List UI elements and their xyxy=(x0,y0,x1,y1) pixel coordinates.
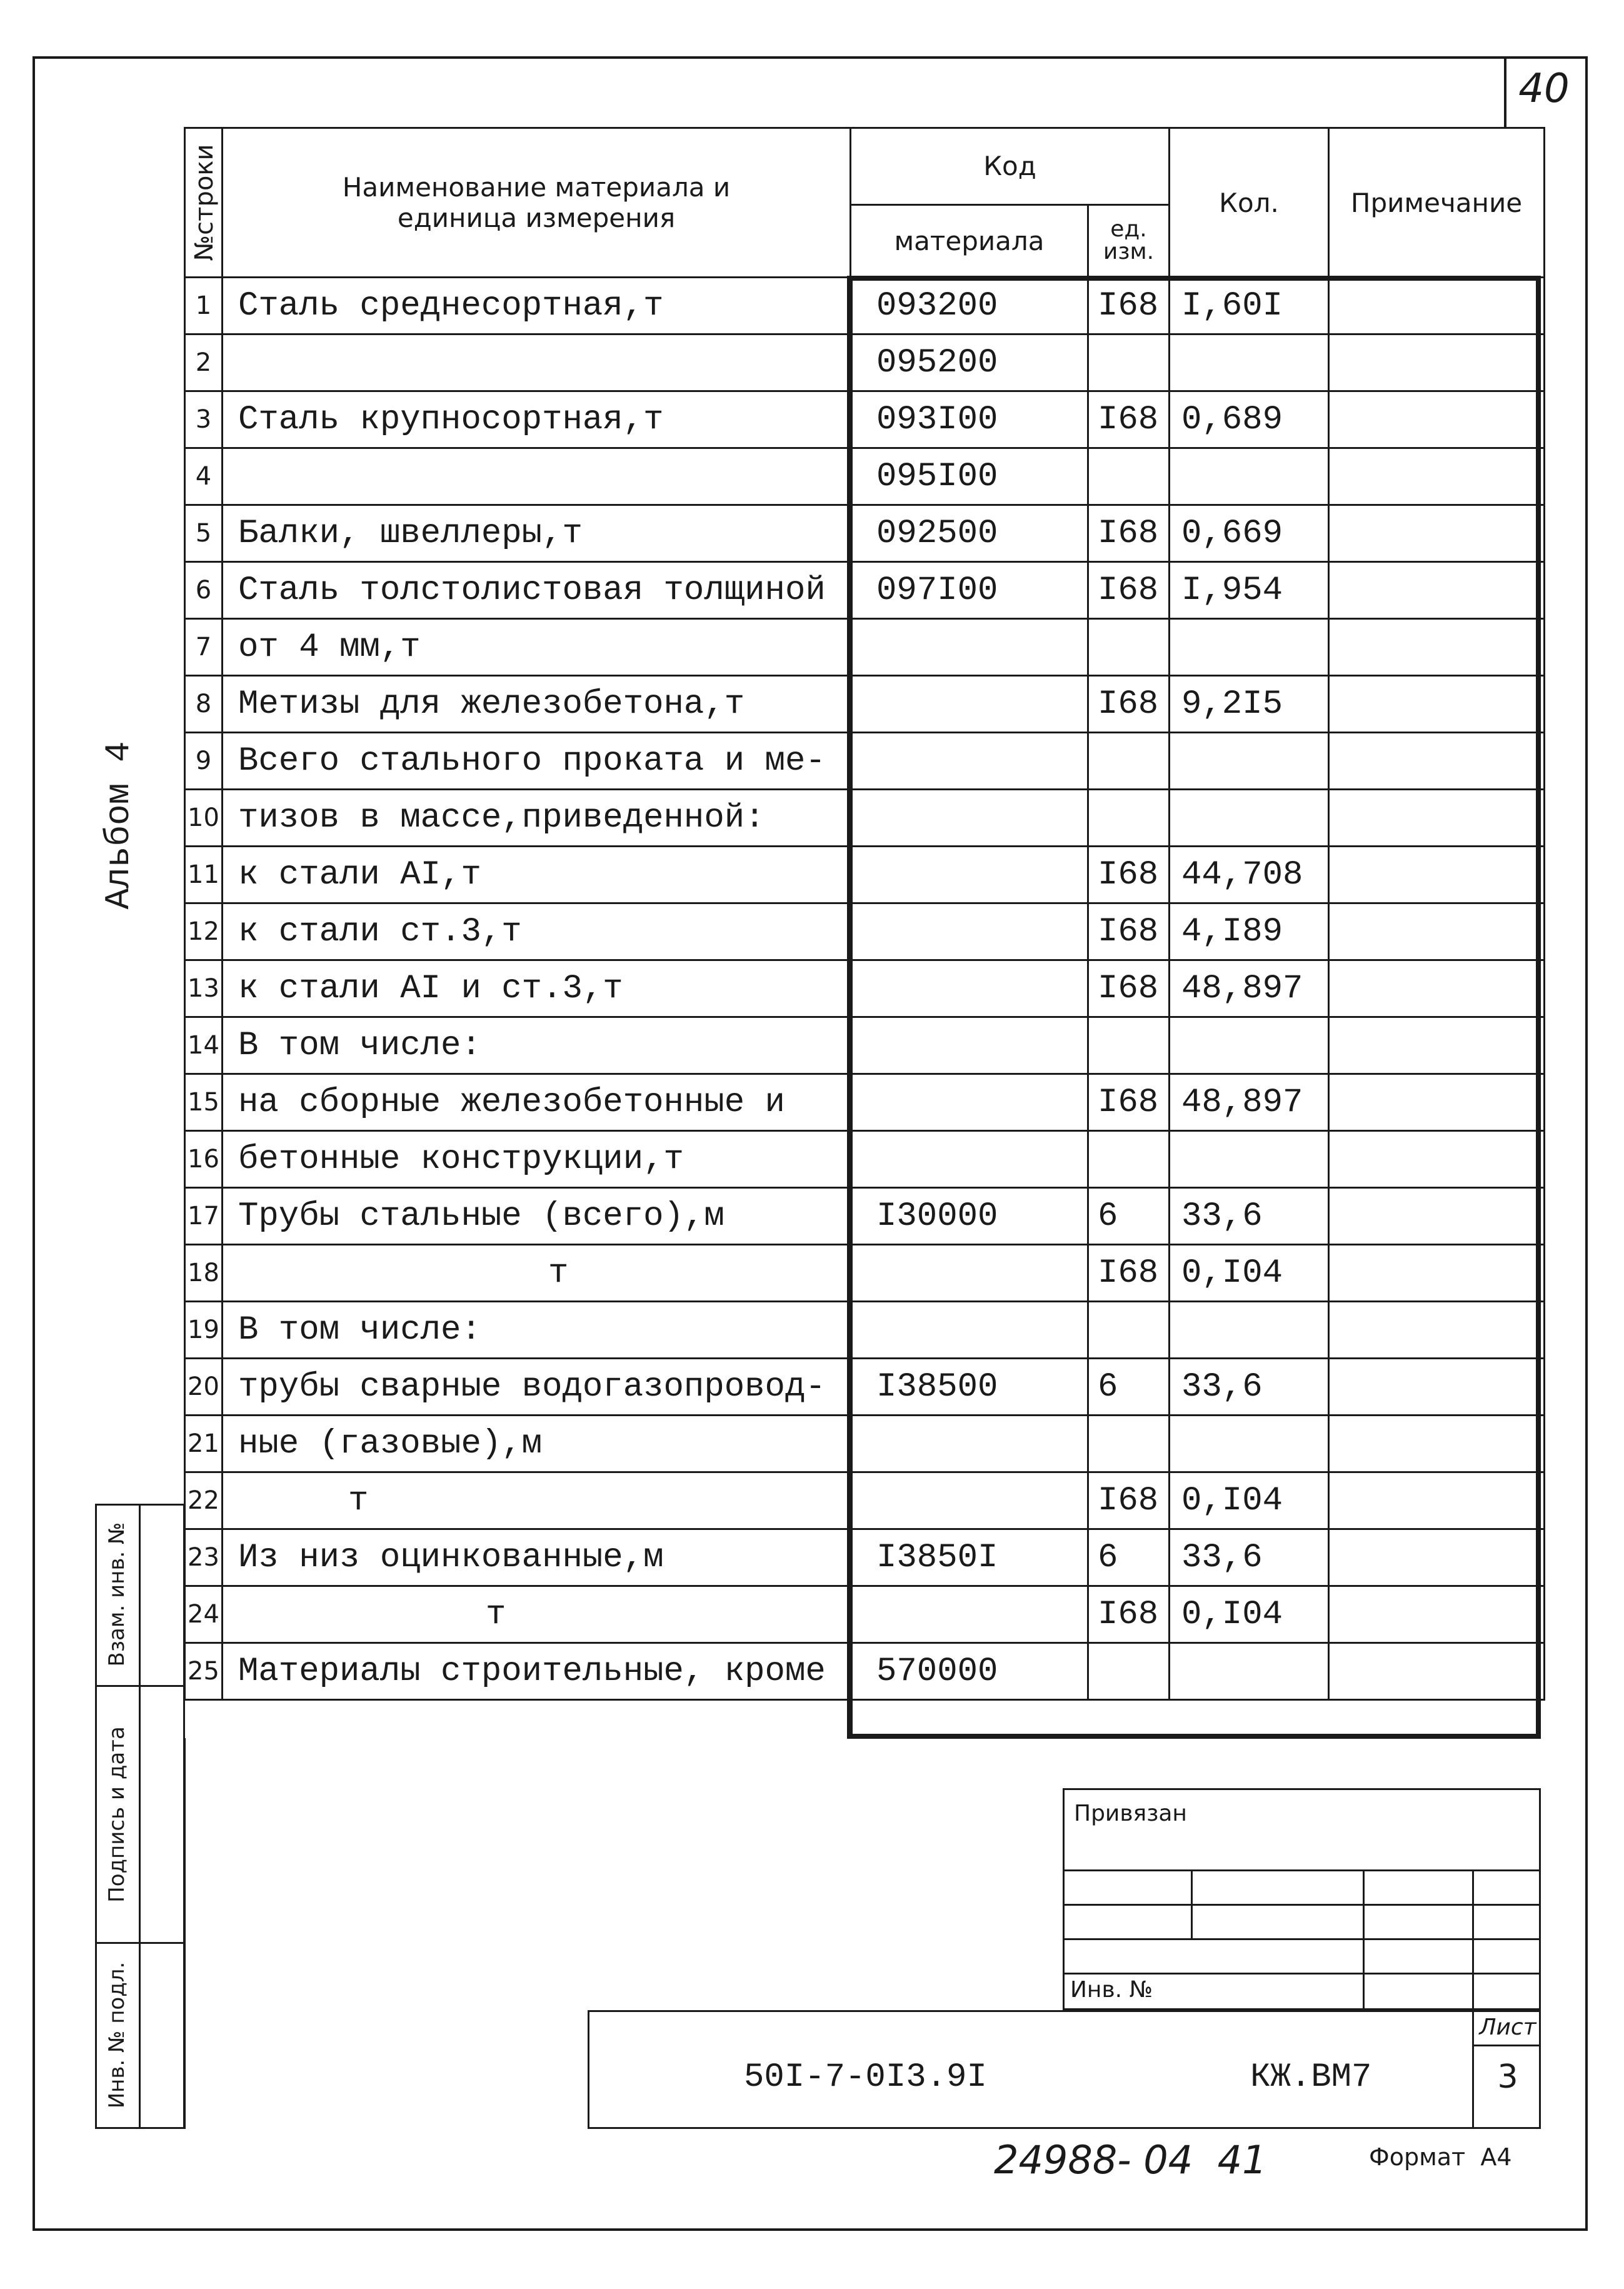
privyazan-vline-3 xyxy=(1472,1869,1474,2010)
unit-code-cell: 6 xyxy=(1088,1188,1170,1245)
row-number-cell: 10 xyxy=(185,790,223,847)
material-code-cell: I3850I xyxy=(851,1529,1088,1586)
row-number-cell: 2 xyxy=(185,335,223,391)
privyazan-hline-3 xyxy=(1063,1938,1541,1940)
material-code-cell: I30000 xyxy=(851,1188,1088,1245)
row-number-cell: 8 xyxy=(185,676,223,733)
left-frame-line xyxy=(184,1738,186,2129)
format-label: Формат А4 xyxy=(1369,2143,1512,2171)
sheet-label: Лист xyxy=(1479,2015,1536,2040)
header-name-line2: единица измерения xyxy=(397,203,676,233)
row-number-cell: 19 xyxy=(185,1302,223,1359)
header-quantity: Кол. xyxy=(1170,128,1329,278)
header-unit-line2: изм. xyxy=(1103,239,1155,265)
header-material-name xyxy=(223,128,851,278)
page-number-box-left xyxy=(1504,56,1506,128)
quantity-cell: 0,I04 xyxy=(1170,1245,1329,1302)
material-name-cell xyxy=(223,448,851,505)
material-name-cell: Сталь среднесортная,т xyxy=(223,278,851,335)
unit-code-cell: I68 xyxy=(1088,1245,1170,1302)
row-number-cell: 23 xyxy=(185,1529,223,1586)
material-name-cell: т xyxy=(223,1245,851,1302)
quantity-cell: 0,669 xyxy=(1170,505,1329,562)
quantity-cell: I,954 xyxy=(1170,562,1329,619)
row-number-cell: 14 xyxy=(185,1017,223,1074)
quantity-cell: 48,897 xyxy=(1170,960,1329,1017)
material-code-cell: 097I00 xyxy=(851,562,1088,619)
row-number-cell: 25 xyxy=(185,1643,223,1700)
material-code-cell: 093200 xyxy=(851,278,1088,335)
quantity-cell: 0,I04 xyxy=(1170,1472,1329,1529)
material-code-cell: 570000 xyxy=(851,1643,1088,1700)
page-number: 40 xyxy=(1518,66,1570,112)
material-name-cell: тизов в массе,приведенной: xyxy=(223,790,851,847)
unit-code-cell: I68 xyxy=(1088,1586,1170,1643)
privyazan-vline-1 xyxy=(1191,1869,1193,1938)
quantity-cell: 0,689 xyxy=(1170,391,1329,448)
quantity-cell: 9,2I5 xyxy=(1170,676,1329,733)
unit-code-cell: I68 xyxy=(1088,960,1170,1017)
row-number-cell: 7 xyxy=(185,619,223,676)
material-name-cell: В том числе: xyxy=(223,1017,851,1074)
row-number-cell: 5 xyxy=(185,505,223,562)
material-name-cell: В том числе: xyxy=(223,1302,851,1359)
row-number-cell: 13 xyxy=(185,960,223,1017)
unit-code-cell: 6 xyxy=(1088,1529,1170,1586)
privyazan-hline-1 xyxy=(1063,1869,1541,1871)
row-number-cell: 4 xyxy=(185,448,223,505)
unit-code-cell: I68 xyxy=(1088,847,1170,903)
header-row-number: №строки xyxy=(190,144,219,261)
unit-code-cell: I68 xyxy=(1088,278,1170,335)
material-name-cell xyxy=(223,335,851,391)
material-name-cell: Всего стального проката и ме- xyxy=(223,733,851,790)
quantity-cell: 44,708 xyxy=(1170,847,1329,903)
unit-code-cell: I68 xyxy=(1088,505,1170,562)
row-number-cell: 16 xyxy=(185,1131,223,1188)
side-stamp-divider-1 xyxy=(95,1685,185,1687)
privyazan-vline-2 xyxy=(1363,1869,1365,2010)
row-number-cell: 11 xyxy=(185,847,223,903)
doc-code: КЖ.ВМ7 xyxy=(1250,2058,1372,2096)
row-number-cell: 15 xyxy=(185,1074,223,1131)
material-name-cell: от 4 мм,т xyxy=(223,619,851,676)
material-name-cell: т xyxy=(223,1586,851,1643)
quantity-cell: 33,6 xyxy=(1170,1188,1329,1245)
header-row-number-cell xyxy=(185,128,223,278)
material-name-cell: ные (газовые),м xyxy=(223,1416,851,1472)
side-stamp-divider-vertical xyxy=(139,1504,141,2129)
header-unit-line1: ед. xyxy=(1110,216,1147,243)
doc-title-block xyxy=(588,2010,1541,2129)
material-name-cell: к стали ст.3,т xyxy=(223,903,851,960)
unit-code-cell: 6 xyxy=(1088,1359,1170,1416)
material-name-cell: бетонные конструкции,т xyxy=(223,1131,851,1188)
row-number-cell: 3 xyxy=(185,391,223,448)
material-code-cell: 092500 xyxy=(851,505,1088,562)
unit-code-cell: I68 xyxy=(1088,903,1170,960)
doc-number: 50I-7-0I3.9I xyxy=(744,2058,987,2096)
unit-code-cell: I68 xyxy=(1088,562,1170,619)
material-name-cell: трубы сварные водогазопровод- xyxy=(223,1359,851,1416)
material-name-cell: Сталь крупносортная,т xyxy=(223,391,851,448)
row-number-cell: 18 xyxy=(185,1245,223,1302)
row-number-cell: 12 xyxy=(185,903,223,960)
quantity-cell: 4,I89 xyxy=(1170,903,1329,960)
album-label: Альбом 4 xyxy=(99,741,139,910)
quantity-cell: I,60I xyxy=(1170,278,1329,335)
material-name-cell: Балки, швеллеры,т xyxy=(223,505,851,562)
sheet-cell-divider xyxy=(1472,2010,1474,2129)
side-stamp-inv-podl: Инв. № подл. xyxy=(104,1961,129,2109)
quantity-cell: 33,6 xyxy=(1170,1529,1329,1586)
inv-no-label: Инв. № xyxy=(1070,1977,1153,2003)
header-note: Примечание xyxy=(1329,128,1545,278)
privyazan-label: Привязан xyxy=(1074,1801,1187,1826)
material-name-cell: Материалы строительные, кроме xyxy=(223,1643,851,1700)
quantity-cell: 0,I04 xyxy=(1170,1586,1329,1643)
row-number-cell: 22 xyxy=(185,1472,223,1529)
row-number-cell: 9 xyxy=(185,733,223,790)
row-number-cell: 24 xyxy=(185,1586,223,1643)
quantity-cell: 33,6 xyxy=(1170,1359,1329,1416)
side-stamp-vzam: Взам. инв. № xyxy=(104,1522,129,1667)
row-number-cell: 1 xyxy=(185,278,223,335)
unit-code-cell: I68 xyxy=(1088,1074,1170,1131)
privyazan-hline-2 xyxy=(1063,1904,1541,1906)
material-name-cell: Метизы для железобетона,т xyxy=(223,676,851,733)
quantity-cell: 48,897 xyxy=(1170,1074,1329,1131)
handwritten-inventory-number: 24988- 04 41 xyxy=(994,2137,1267,2183)
header-code: Код xyxy=(851,128,1170,205)
material-name-cell: к стали AI,т xyxy=(223,847,851,903)
side-stamp-podpis: Подпись и дата xyxy=(104,1726,129,1903)
header-material-code: материала xyxy=(851,204,1088,277)
unit-code-cell: I68 xyxy=(1088,676,1170,733)
material-name-cell: т xyxy=(223,1472,851,1529)
sheet-label-divider xyxy=(1472,2045,1541,2046)
row-number-cell: 17 xyxy=(185,1188,223,1245)
material-name-cell: Из низ оцинкованные,м xyxy=(223,1529,851,1586)
material-code-cell: 095I00 xyxy=(851,448,1088,505)
header-name-line1: Наименование материала и xyxy=(342,172,731,203)
row-number-cell: 6 xyxy=(185,562,223,619)
material-name-cell: к стали AI и ст.3,т xyxy=(223,960,851,1017)
header-unit-code xyxy=(1088,204,1170,277)
row-number-cell: 21 xyxy=(185,1416,223,1472)
material-code-cell: I38500 xyxy=(851,1359,1088,1416)
material-code-cell: 093I00 xyxy=(851,391,1088,448)
material-name-cell: на сборные железобетонные и xyxy=(223,1074,851,1131)
unit-code-cell: I68 xyxy=(1088,1472,1170,1529)
row-number-cell: 20 xyxy=(185,1359,223,1416)
unit-code-cell: I68 xyxy=(1088,391,1170,448)
data-area-thick-border xyxy=(847,276,1541,1739)
material-name-cell: Сталь толстолистовая толщиной xyxy=(223,562,851,619)
table-header-row xyxy=(185,128,1545,205)
sheet-number: 3 xyxy=(1497,2058,1518,2096)
material-code-cell: 095200 xyxy=(851,335,1088,391)
privyazan-hline-4 xyxy=(1063,1973,1541,1975)
material-name-cell: Трубы стальные (всего),м xyxy=(223,1188,851,1245)
